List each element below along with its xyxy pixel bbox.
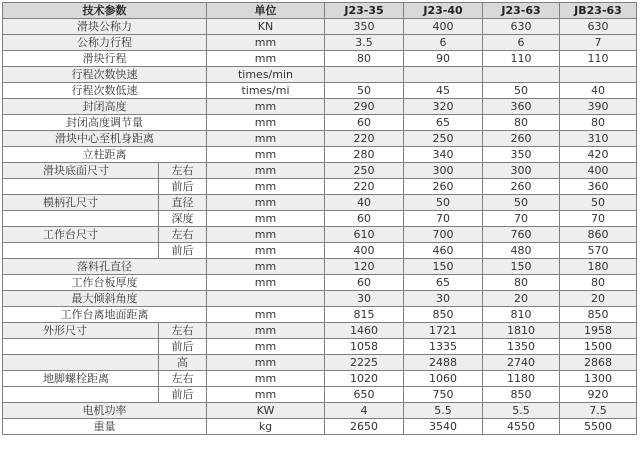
value-cell — [325, 67, 404, 83]
value-cell: 50 — [404, 195, 483, 211]
value-cell: 920 — [560, 387, 637, 403]
value-cell — [483, 67, 560, 83]
param-name — [3, 243, 159, 259]
value-cell: 1020 — [325, 371, 404, 387]
value-cell: 150 — [404, 259, 483, 275]
table-row — [3, 51, 637, 67]
value-cell — [560, 67, 637, 83]
value-cell: 1180 — [483, 371, 560, 387]
header-model: J23-63 — [483, 3, 560, 19]
header-model: J23-35 — [325, 3, 404, 19]
unit-cell: KN — [207, 19, 325, 35]
param-sub: 左右 — [159, 371, 207, 387]
value-cell: 650 — [325, 387, 404, 403]
value-cell: 260 — [483, 179, 560, 195]
unit-cell: mm — [207, 243, 325, 259]
value-cell: 60 — [325, 275, 404, 291]
value-cell: 2225 — [325, 355, 404, 371]
value-cell: 400 — [325, 243, 404, 259]
value-cell: 280 — [325, 147, 404, 163]
value-cell: 300 — [404, 163, 483, 179]
value-cell: 760 — [483, 227, 560, 243]
table-row — [3, 275, 637, 291]
value-cell: 260 — [483, 131, 560, 147]
param-name: 行程次数快速 — [3, 67, 207, 83]
value-cell: 1350 — [483, 339, 560, 355]
unit-cell: mm — [207, 259, 325, 275]
value-cell: 2868 — [560, 355, 637, 371]
spec-table — [2, 2, 637, 435]
value-cell: 80 — [483, 115, 560, 131]
value-cell: 40 — [560, 83, 637, 99]
value-cell: 3.5 — [325, 35, 404, 51]
header-row — [3, 3, 637, 19]
value-cell: 7 — [560, 35, 637, 51]
unit-cell: mm — [207, 179, 325, 195]
value-cell: 420 — [560, 147, 637, 163]
param-name — [3, 339, 159, 355]
param-sub: 左右 — [159, 163, 207, 179]
unit-cell: mm — [207, 371, 325, 387]
unit-cell: mm — [207, 355, 325, 371]
value-cell: 2650 — [325, 419, 404, 435]
value-cell: 50 — [483, 83, 560, 99]
param-name: 封闭高度 — [3, 99, 207, 115]
value-cell: 1460 — [325, 323, 404, 339]
table-row — [3, 243, 637, 259]
value-cell: 60 — [325, 211, 404, 227]
param-name: 滑块行程 — [3, 51, 207, 67]
value-cell: 290 — [325, 99, 404, 115]
param-name: 最大倾斜角度 — [3, 291, 207, 307]
value-cell: 630 — [483, 19, 560, 35]
param-sub: 左右 — [159, 323, 207, 339]
table-row — [3, 259, 637, 275]
table-row — [3, 323, 637, 339]
value-cell: 220 — [325, 131, 404, 147]
table-row — [3, 99, 637, 115]
value-cell: 3540 — [404, 419, 483, 435]
param-name: 滑块公称力 — [3, 19, 207, 35]
param-sub: 前后 — [159, 387, 207, 403]
value-cell: 2740 — [483, 355, 560, 371]
table-row — [3, 339, 637, 355]
value-cell: 65 — [404, 115, 483, 131]
value-cell: 220 — [325, 179, 404, 195]
value-cell: 350 — [325, 19, 404, 35]
unit-cell: mm — [207, 211, 325, 227]
value-cell: 1500 — [560, 339, 637, 355]
unit-cell: mm — [207, 99, 325, 115]
table-row — [3, 179, 637, 195]
param-name: 外形尺寸 — [3, 323, 159, 339]
table-row — [3, 67, 637, 83]
value-cell: 50 — [483, 195, 560, 211]
value-cell: 90 — [404, 51, 483, 67]
param-sub: 左右 — [159, 227, 207, 243]
value-cell: 120 — [325, 259, 404, 275]
unit-cell: mm — [207, 323, 325, 339]
param-name — [3, 211, 159, 227]
value-cell: 80 — [325, 51, 404, 67]
table-row — [3, 195, 637, 211]
param-sub: 前后 — [159, 179, 207, 195]
param-name — [3, 355, 159, 371]
unit-cell: kg — [207, 419, 325, 435]
value-cell: 750 — [404, 387, 483, 403]
value-cell: 300 — [483, 163, 560, 179]
value-cell: 60 — [325, 115, 404, 131]
value-cell: 400 — [560, 163, 637, 179]
unit-cell: KW — [207, 403, 325, 419]
value-cell: 480 — [483, 243, 560, 259]
value-cell: 360 — [560, 179, 637, 195]
unit-cell: mm — [207, 131, 325, 147]
param-name: 滑块底面尺寸 — [3, 163, 159, 179]
value-cell: 1958 — [560, 323, 637, 339]
value-cell: 110 — [560, 51, 637, 67]
value-cell: 6 — [483, 35, 560, 51]
table-row — [3, 387, 637, 403]
unit-cell: mm — [207, 195, 325, 211]
param-sub: 前后 — [159, 243, 207, 259]
value-cell: 1335 — [404, 339, 483, 355]
value-cell: 460 — [404, 243, 483, 259]
param-name: 重量 — [3, 419, 207, 435]
unit-cell: mm — [207, 227, 325, 243]
value-cell: 4 — [325, 403, 404, 419]
value-cell: 610 — [325, 227, 404, 243]
value-cell: 40 — [325, 195, 404, 211]
value-cell: 260 — [404, 179, 483, 195]
table-row — [3, 403, 637, 419]
value-cell: 2488 — [404, 355, 483, 371]
param-name: 立柱距离 — [3, 147, 207, 163]
table-row — [3, 355, 637, 371]
table-row — [3, 83, 637, 99]
param-name — [3, 387, 159, 403]
value-cell: 30 — [404, 291, 483, 307]
value-cell: 310 — [560, 131, 637, 147]
value-cell: 700 — [404, 227, 483, 243]
unit-cell: times/mi — [207, 83, 325, 99]
value-cell: 850 — [560, 307, 637, 323]
value-cell: 250 — [404, 131, 483, 147]
value-cell: 80 — [560, 115, 637, 131]
value-cell: 1810 — [483, 323, 560, 339]
param-sub: 深度 — [159, 211, 207, 227]
param-name: 封闭高度调节量 — [3, 115, 207, 131]
value-cell: 850 — [483, 387, 560, 403]
param-sub: 高 — [159, 355, 207, 371]
table-row — [3, 147, 637, 163]
table-row — [3, 227, 637, 243]
table-row — [3, 211, 637, 227]
value-cell: 5.5 — [483, 403, 560, 419]
table-row — [3, 115, 637, 131]
table-row — [3, 419, 637, 435]
value-cell: 180 — [560, 259, 637, 275]
param-name: 模柄孔尺寸 — [3, 195, 159, 211]
value-cell: 860 — [560, 227, 637, 243]
header-model: J23-40 — [404, 3, 483, 19]
header-param: 技术参数 — [3, 3, 207, 19]
value-cell — [404, 67, 483, 83]
param-name — [3, 179, 159, 195]
value-cell: 80 — [483, 275, 560, 291]
unit-cell — [207, 291, 325, 307]
unit-cell: mm — [207, 35, 325, 51]
value-cell: 7.5 — [560, 403, 637, 419]
value-cell: 1721 — [404, 323, 483, 339]
value-cell: 5.5 — [404, 403, 483, 419]
value-cell: 360 — [483, 99, 560, 115]
table-row — [3, 291, 637, 307]
unit-cell: mm — [207, 51, 325, 67]
value-cell: 1060 — [404, 371, 483, 387]
param-name: 工作台板厚度 — [3, 275, 207, 291]
value-cell: 70 — [560, 211, 637, 227]
unit-cell: times/min — [207, 67, 325, 83]
value-cell: 400 — [404, 19, 483, 35]
value-cell: 20 — [560, 291, 637, 307]
unit-cell: mm — [207, 115, 325, 131]
param-name: 地脚螺栓距离 — [3, 371, 159, 387]
param-name: 工作台尺寸 — [3, 227, 159, 243]
table-row — [3, 307, 637, 323]
value-cell: 150 — [483, 259, 560, 275]
value-cell: 65 — [404, 275, 483, 291]
param-name: 工作台离地面距离 — [3, 307, 207, 323]
value-cell: 810 — [483, 307, 560, 323]
value-cell: 1300 — [560, 371, 637, 387]
header-model: JB23-63 — [560, 3, 637, 19]
value-cell: 4550 — [483, 419, 560, 435]
table-row — [3, 371, 637, 387]
param-name: 滑块中心至机身距离 — [3, 131, 207, 147]
param-sub: 直径 — [159, 195, 207, 211]
value-cell: 570 — [560, 243, 637, 259]
param-sub: 前后 — [159, 339, 207, 355]
value-cell: 320 — [404, 99, 483, 115]
unit-cell: mm — [207, 147, 325, 163]
value-cell: 45 — [404, 83, 483, 99]
value-cell: 390 — [560, 99, 637, 115]
unit-cell: mm — [207, 275, 325, 291]
table-row — [3, 19, 637, 35]
value-cell: 1058 — [325, 339, 404, 355]
value-cell: 815 — [325, 307, 404, 323]
unit-cell: mm — [207, 387, 325, 403]
value-cell: 110 — [483, 51, 560, 67]
value-cell: 70 — [404, 211, 483, 227]
param-name: 电机功率 — [3, 403, 207, 419]
value-cell: 80 — [560, 275, 637, 291]
value-cell: 30 — [325, 291, 404, 307]
unit-cell: mm — [207, 163, 325, 179]
table-row — [3, 35, 637, 51]
value-cell: 50 — [325, 83, 404, 99]
value-cell: 350 — [483, 147, 560, 163]
param-name: 落料孔直径 — [3, 259, 207, 275]
unit-cell: mm — [207, 339, 325, 355]
unit-cell: mm — [207, 307, 325, 323]
table-row — [3, 163, 637, 179]
value-cell: 5500 — [560, 419, 637, 435]
value-cell: 850 — [404, 307, 483, 323]
value-cell: 250 — [325, 163, 404, 179]
param-name: 公称力行程 — [3, 35, 207, 51]
table-row — [3, 131, 637, 147]
value-cell: 70 — [483, 211, 560, 227]
value-cell: 6 — [404, 35, 483, 51]
value-cell: 630 — [560, 19, 637, 35]
param-name: 行程次数低速 — [3, 83, 207, 99]
value-cell: 340 — [404, 147, 483, 163]
value-cell: 50 — [560, 195, 637, 211]
value-cell: 20 — [483, 291, 560, 307]
header-unit: 单位 — [207, 3, 325, 19]
